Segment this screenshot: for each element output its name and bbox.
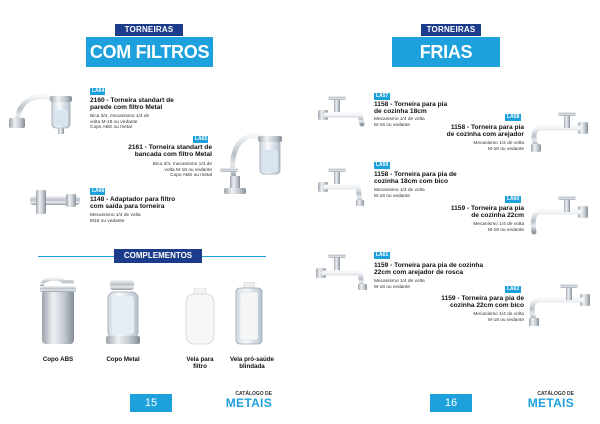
product-description: Mecanismo 1/4 de volta M-18 ou vedante (374, 279, 425, 290)
product-code: LA57 (376, 93, 389, 99)
product-title: 1148 - Adaptador para filtro com saída para torneira (90, 196, 176, 211)
wall-faucet-filter-image (6, 84, 86, 140)
abs-cup-image (34, 276, 82, 346)
complementos-title: COMPLEMENTOS (114, 249, 202, 263)
faucet-22cm-aerator-image (314, 252, 372, 292)
bench-faucet-filter-image (216, 118, 290, 202)
filter-candle-image (182, 288, 218, 346)
faucet-22cm-bico-image (526, 284, 592, 330)
catalog-logo: CATÁLOGO DE METAIS (225, 391, 272, 410)
product-description: Bica 3/4, mecanismo 1/4 de volta M-18 ou vedante Copo ABS ou metal (152, 162, 212, 179)
product-title: 1159 - Torneira para pia de cozinha 22cm com bico (441, 295, 524, 310)
product-title: 2161 - Torneira standart de bancada com filtro Metal (128, 144, 212, 159)
product-description: Mecanismo 1/4 de volta M-18 ou vedante (473, 312, 524, 323)
filter-adapter-image (26, 186, 84, 218)
complemento-label: Vela para filtro (186, 356, 214, 370)
product-title: 1158 - Torneira para pia de cozinha com arejador (446, 124, 524, 139)
section-tag: TORNEIRAS (115, 24, 183, 36)
product-code: LA64 (92, 88, 105, 94)
faucet-18cm-image (316, 94, 372, 128)
complemento-label: Copo ABS (42, 356, 74, 363)
faucet-18cm-bico-image (316, 168, 372, 208)
product-description: Mecanismo 1/4 de volta M-18 ou vedante (473, 222, 524, 233)
section-tag: TORNEIRAS (421, 24, 481, 36)
catalog-page-right (300, 0, 600, 424)
faucet-22cm-image (528, 196, 590, 240)
catalog-logo: CATÁLOGO DE METAIS (527, 391, 574, 410)
shielded-candle-image (232, 282, 266, 346)
section-banner: FRIAS (392, 37, 500, 67)
product-code: LA59 (376, 162, 389, 168)
product-description: Mecanismo 1/4 de volta M-18 ou vedante (374, 117, 425, 128)
product-code: LA62 (507, 286, 520, 292)
product-code: LA61 (376, 252, 389, 258)
product-code: LA58 (507, 114, 520, 120)
product-code: LA66 (92, 188, 105, 194)
product-title: 1159 - Torneira para pia de cozinha 22cm (450, 205, 524, 220)
product-description: Bica 3/4, mecanismo 1/4 de volta M-18 ou vedante Copo ABS ou metal (90, 114, 150, 131)
product-description: Mecanismo 1/4 de volta M-18 ou vedante (473, 141, 524, 152)
product-description: Mecanismo 1/4 de volta M-18 ou vedante (374, 188, 425, 199)
product-title: 1158 - Torneira para pia de cozinha 18cm (374, 101, 448, 116)
section-banner: COM FILTROS (86, 37, 213, 67)
metal-cup-image (100, 280, 146, 346)
page-number: 16 (430, 394, 472, 412)
product-title: 1159 - Torneira para pia de cozinha 22cm com arejador de rosca (374, 262, 484, 277)
product-description: Mecanismo 1/4 de volta M18 ou vedante (90, 213, 141, 224)
page-number: 15 (130, 394, 172, 412)
product-title: 1158 - Torneira para pia de cozinha 18cm com bico (374, 171, 457, 186)
faucet-aerator-image (528, 112, 590, 156)
product-code: LA65 (195, 136, 208, 142)
complemento-label: Copo Metal (106, 356, 140, 363)
complemento-label: Vela pró-saúde blindada (229, 356, 275, 370)
product-title: 2160 - Torneira standart de parede com filtro Metal (90, 97, 174, 112)
product-code: LA60 (507, 196, 520, 202)
